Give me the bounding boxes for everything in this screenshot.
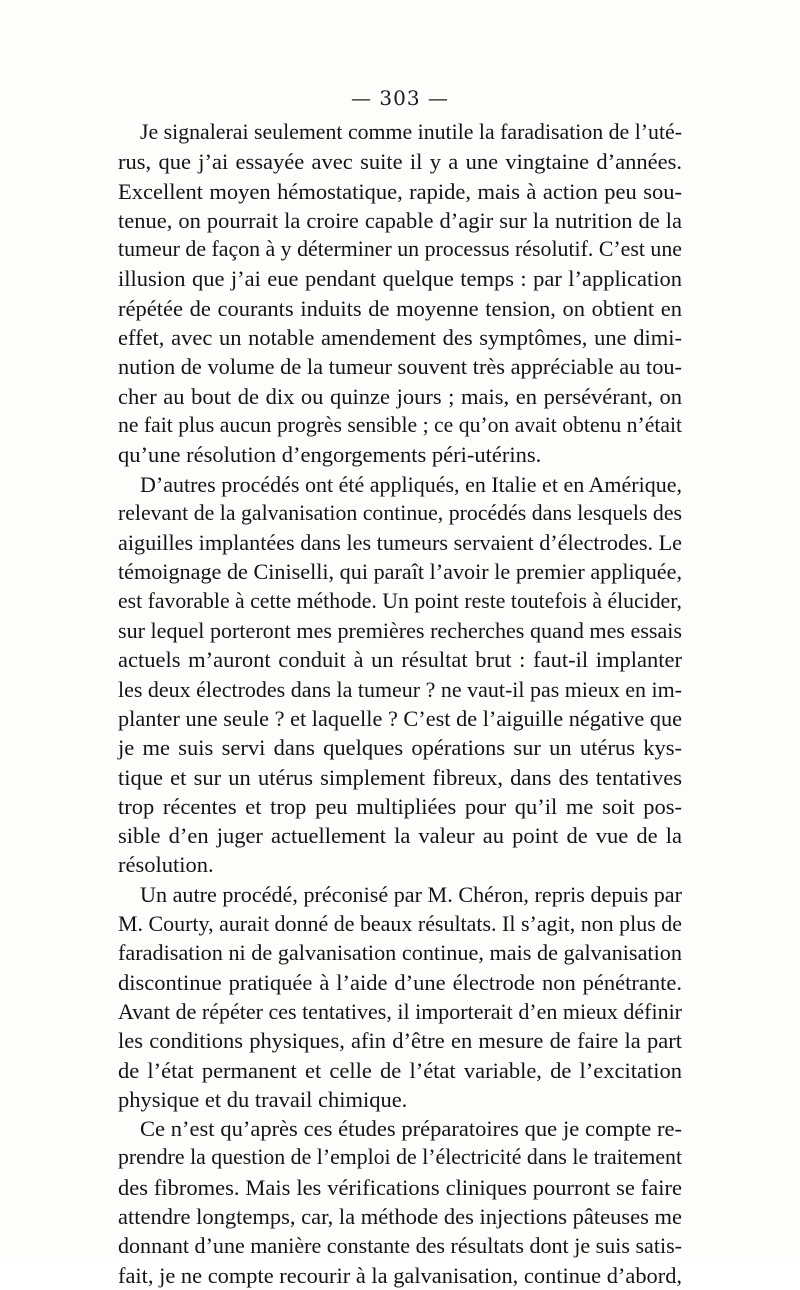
text-line: est favorable à cette méthode. Un point reste toutefois à élucider,	[118, 588, 682, 613]
text-line: témoignage de Ciniselli, qui paraît l’avoir le premier appliquée,	[118, 559, 682, 585]
text-line: Je signalerai seulement comme inutile la faradisation de l’uté-	[140, 120, 682, 144]
text-line: discontinue pratiquée à l’aide d’une électrode non pénétrante.	[118, 969, 682, 995]
text-line: cher au bout de dix ou quinze jours ; mais, en persévérant, on	[118, 383, 682, 409]
text-line: fait, je ne compte recourir à la galvanisation, continue d’abord,	[118, 1262, 682, 1288]
paragraph-4	[118, 1114, 682, 1290]
paragraph-2	[118, 470, 682, 880]
text-line: D’autres procédés ont été appliqués, en Italie et en Amérique,	[140, 471, 682, 497]
text-line: de l’état permanent et celle de l’état variable, de l’excitation	[118, 1057, 682, 1083]
page-number: — 303 —	[351, 86, 449, 110]
text-line: je me suis servi dans quelques opérations sur un utérus kys-	[118, 735, 682, 761]
text-line: physique et du travail chimique.	[118, 1086, 408, 1112]
text-line: sur lequel porteront mes premières recherches quand mes essais	[118, 618, 682, 644]
text-line: relevant de la galvanisation continue, procédés dans lesquels des	[118, 500, 682, 525]
text-line: Excellent moyen hémostatique, rapide, mais à action peu sou-	[118, 178, 682, 204]
text-line: Ce n’est qu’après ces études préparatoires que je compte re-	[140, 1116, 682, 1142]
paragraph-1	[118, 118, 682, 470]
text-line: planter une seule ? et laquelle ? C’est de l’aiguille négative que	[118, 705, 682, 731]
text-line: attendre longtemps, car, la méthode des injections pâteuses me	[118, 1203, 682, 1229]
text-line: des fibromes. Mais les vérifications cliniques pourront se faire	[118, 1174, 682, 1200]
text-line: les conditions physiques, afin d’être en mesure de faire la part	[118, 1028, 682, 1054]
text-line: prendre la question de l’emploi de l’électricité dans le traitement	[118, 1145, 682, 1170]
text-line: ne fait plus aucun progrès sensible ; ce qu’on avait obtenu n’était	[118, 412, 682, 437]
text-line: effet, avec un notable amendement des symptômes, une dimi-	[118, 325, 682, 351]
text-line: faradisation ni de galvanisation continue, mais de galvanisation	[118, 940, 682, 966]
text-line: Avant de répéter ces tentatives, il importerait d’en mieux définir	[118, 998, 682, 1024]
text-line: nution de volume de la tumeur souvent très appréciable au tou-	[118, 354, 682, 380]
text-line: tique et sur un utérus simplement fibreux, dans des tentatives	[118, 764, 682, 790]
text-line: rus, que j’ai essayée avec suite il y a une vingtaine d’années.	[118, 149, 682, 175]
text-line: sible d’en juger actuellement la valeur au point de vue de la	[118, 823, 682, 849]
text-line: résolution.	[118, 852, 214, 878]
paragraph-3	[118, 880, 682, 1114]
text-line: les deux électrodes dans la tumeur ? ne vaut-il pas mieux en im-	[118, 676, 682, 702]
text-line: répétée de courants induits de moyenne tension, on obtient en	[118, 295, 682, 321]
text-line: trop récentes et trop peu multipliées pour qu’il me soit pos-	[118, 793, 682, 819]
text-line: aiguilles implantées dans les tumeurs servaient d’électrodes. Le	[118, 530, 682, 556]
text-line: Un autre procédé, préconisé par M. Chéron, repris depuis par	[140, 881, 682, 907]
text-line: actuels m’auront conduit à un résultat brut : faut-il implanter	[118, 647, 682, 673]
text-line: tenue, on pourrait la croire capable d’agir sur la nutrition de la	[118, 207, 682, 233]
text-line: tumeur de façon à y déterminer un processus résolutif. C’est une	[118, 237, 682, 262]
text-line: M. Courty, aurait donné de beaux résultats. Il s’agit, non plus de	[118, 911, 682, 937]
text-line: donnant d’une manière constante des résultats dont je suis satis-	[118, 1233, 682, 1259]
body-text	[118, 118, 682, 1290]
text-line: illusion que j’ai eue pendant quelque temps : par l’application	[118, 266, 682, 292]
text-line: qu’une résolution d’engorgements péri-utérins.	[118, 442, 542, 468]
